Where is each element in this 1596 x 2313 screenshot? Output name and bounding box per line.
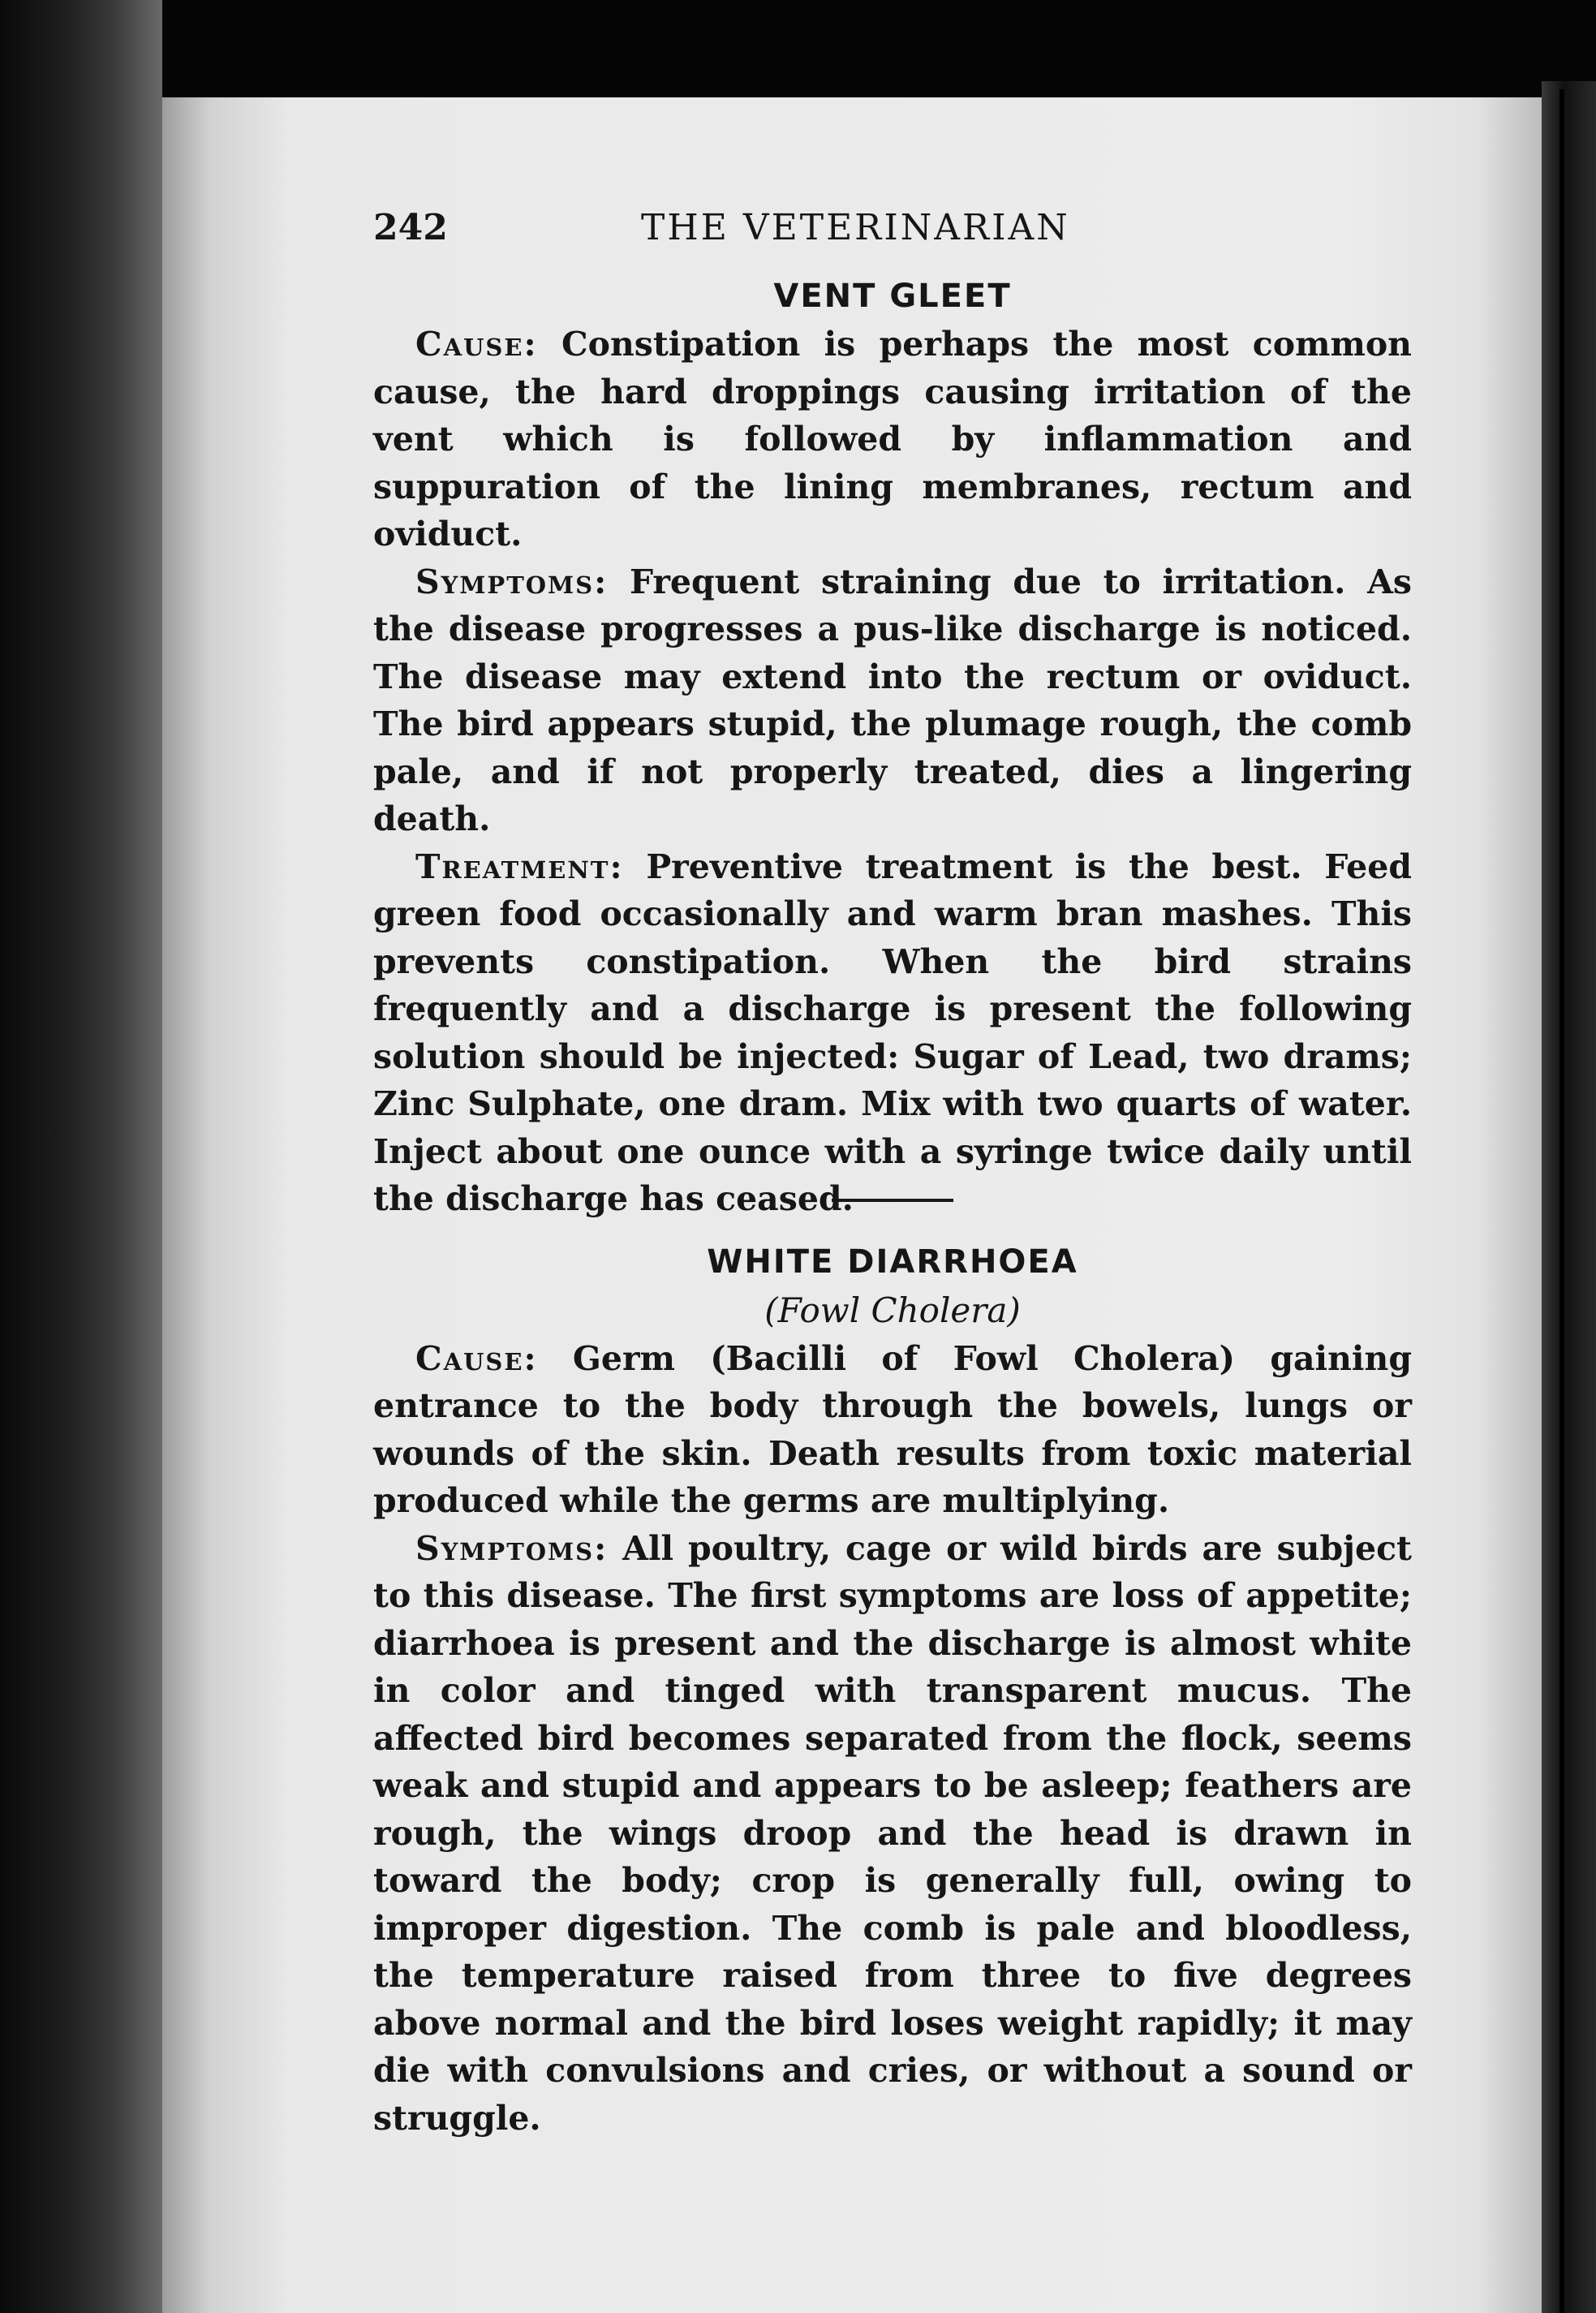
paragraph-cause	[373, 321, 1412, 558]
paragraph-label: Symptoms:	[415, 1528, 609, 1568]
paragraph-text: All poultry, cage or wild birds are subject to this disease. The first symptoms are loss of appetite; diarrhoea is present and the discharge is almost white in color and tinged with transparent mucus. The affected bird becomes separated from the flock, seems weak and stupid and appears to be asleep; feathers are rough, the wings droop and the head is drawn in toward the body; crop is generally full, owing to improper digestion. The comb is pale and bloodless, the temperature raised from three to five degrees above normal and the bird loses weight rapidly; it may die with convulsions and cries, or without a sound or struggle.	[373, 1528, 1412, 2138]
paragraph-label: Cause:	[415, 1338, 538, 1378]
paragraph-text: Constipation is perhaps the most common cause, the hard droppings causing irritation of the vent which is followed by inflammation and suppuration of the lining membranes, rectum and oviduct.	[373, 325, 1412, 553]
section-vent-gleet	[373, 272, 1412, 1218]
section-subtitle: (Fowl Cholera)	[764, 1290, 1021, 1330]
paragraph-symptoms	[373, 1525, 1412, 2143]
paragraph-treatment	[373, 843, 1412, 1223]
page-text-block	[373, 207, 1412, 2142]
section-title: VENT GLEET	[773, 278, 1012, 315]
page-number: 242	[373, 207, 448, 248]
right-page-edge	[1542, 81, 1596, 2313]
book-binding-edge	[0, 0, 162, 2313]
paragraph-text: Germ (Bacilli of Fowl Cholera) gaining entrance to the body through the bowels, lungs or wounds of the skin. Death results from toxic material produced while the germs are multiplying.	[373, 1338, 1412, 1520]
running-title: THE VETERINARIAN	[641, 207, 1070, 248]
paragraph-cause	[373, 1335, 1412, 1525]
paragraph-label: Symptoms:	[415, 562, 609, 601]
section-title: WHITE DIARRHOEA	[707, 1243, 1078, 1281]
paragraph-symptoms	[373, 558, 1412, 843]
gutter-line	[1559, 89, 1564, 2313]
paragraph-text: Preventive treatment is the best. Feed green food occasionally and warm bran mashes. This prevents constipation. When the bird strains frequently and a discharge is present the following solution should be injected: Sugar of Lead, two drams; Zinc Sulphate, one dram. Mix with two quarts of water. Inject about one ounce with a syringe twice daily until the discharge has ceased.	[373, 846, 1412, 1218]
paragraph-text: Frequent straining due to irritation. As the disease progresses a pus-like discharge is noticed. The disease may extend into the rectum or oviduct. The bird appears stupid, the plumage rough, the comb pale, and if not properly treated, dies a lingering death.	[373, 562, 1412, 838]
page-header	[373, 207, 1412, 272]
paragraph-label: Cause:	[415, 325, 538, 364]
paragraph-label: Treatment:	[415, 846, 624, 886]
section-white-diarrhoea	[373, 1238, 1412, 2143]
